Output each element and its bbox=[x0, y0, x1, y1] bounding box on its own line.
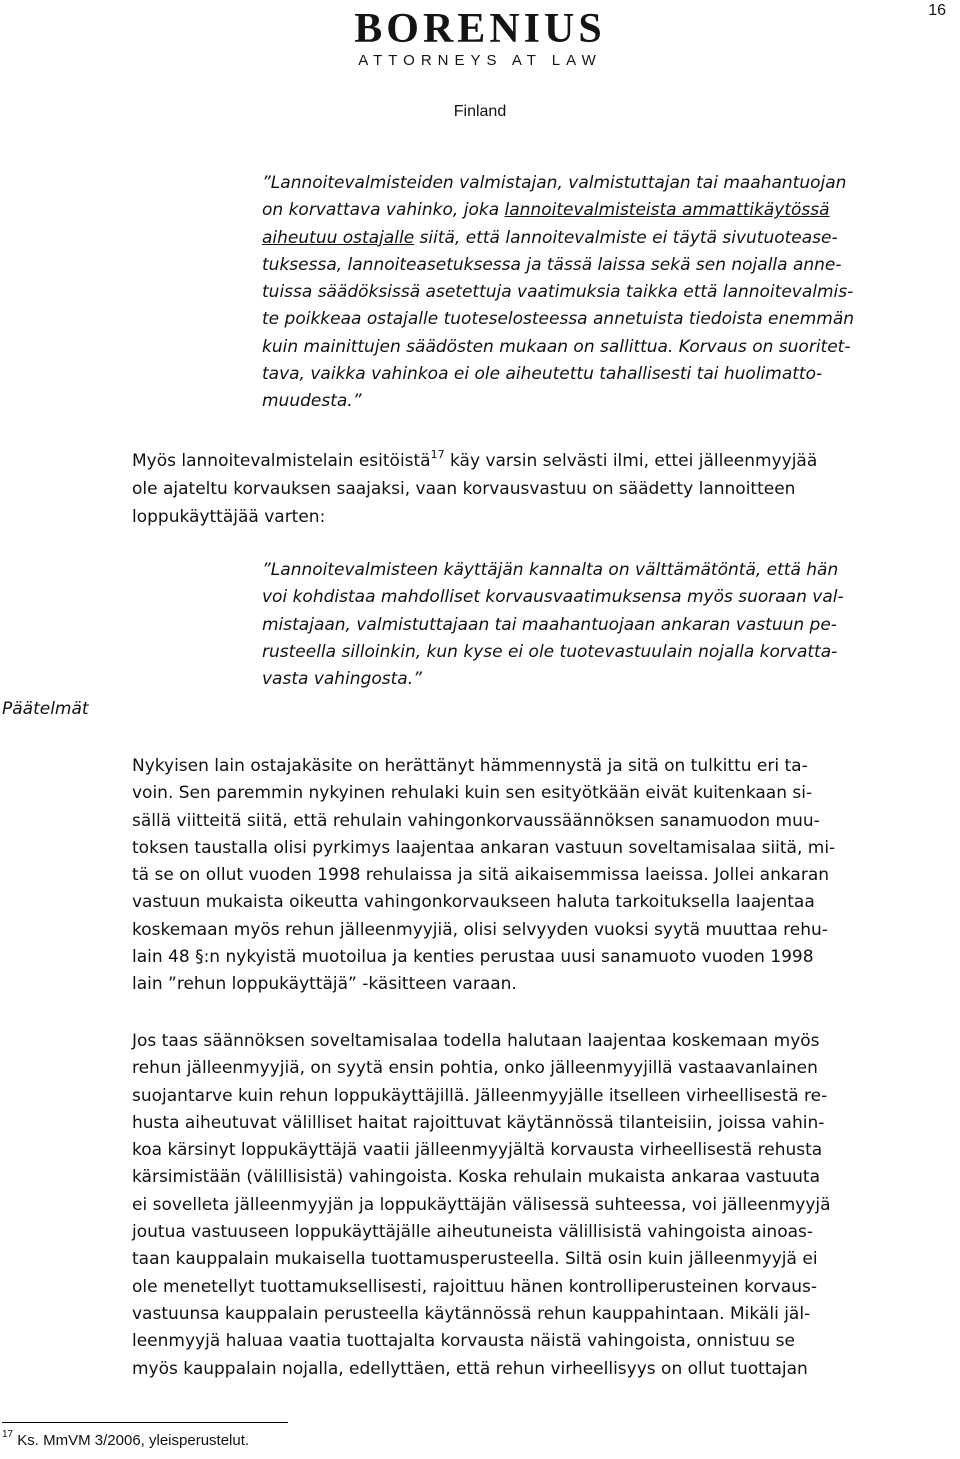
paragraph-line: sällä viitteitä siitä, että rehulain vahingonkorvaussäännöksen sanamuodon muu- bbox=[132, 810, 820, 831]
paragraph-line: ole menetellyt tuottamuksellisesti, rajoittuu hänen kontrolliperusteinen korvaus- bbox=[132, 1276, 817, 1297]
paragraph-1 bbox=[132, 448, 817, 531]
paragraph-line: vastuun mukaista oikeutta vahingonkorvaukseen haluta tarkoituksella laajentaa bbox=[132, 892, 815, 913]
footnote-17 bbox=[2, 1429, 250, 1449]
footnote-marker: 17 bbox=[2, 1429, 14, 1440]
paragraph-line: suojantarve kuin rehun loppukäyttäjillä. Jälleenmyyjälle itselleen virheellisestä re- bbox=[132, 1085, 828, 1106]
footnote-text: Ks. MmVM 3/2006, yleisperustelut. bbox=[13, 1432, 250, 1449]
paragraph-line: ei sovelleta jälleenmyyjän ja loppukäyttäjän välisessä suhteessa, voi jälleenmyyjä bbox=[132, 1194, 831, 1215]
quote-line bbox=[262, 197, 854, 224]
quote-block-1 bbox=[262, 170, 854, 416]
paragraph-line: joutua vastuuseen loppukäyttäjälle aiheutuneista välillisistä vahingoista ainoas- bbox=[132, 1222, 814, 1243]
header-country: Finland bbox=[453, 103, 507, 120]
quote-line: tuksessa, lannoiteasetuksessa ja tässä laissa sekä sen nojalla anne- bbox=[262, 254, 842, 275]
quote-text: siitä, että lannoitevalmiste ei täytä sivutuotease- bbox=[414, 227, 838, 248]
paragraph-line: Nykyisen lain ostajakäsite on herättänyt hämmennystä ja sitä on tulkittu eri ta- bbox=[132, 756, 808, 776]
paragraph-line: toksen taustalla olisi pyrkimys laajentaa ankaran vastuun soveltamisalaa siitä, mi- bbox=[132, 837, 836, 858]
borenius-logo bbox=[0, 6, 960, 70]
paragraph-2 bbox=[132, 753, 835, 999]
quote-line: vasta vahingosta.” bbox=[262, 669, 422, 690]
quote-line: muudesta.” bbox=[262, 391, 362, 412]
paragraph-line: leenmyyjä haluaa vaatia tuottajalta korvausta näistä vahingoista, onnistuu se bbox=[132, 1331, 795, 1352]
paragraph-line: husta aiheutuvat välilliset haitat rajoittuvat käytännössä tilanteisiin, joissa vahin- bbox=[132, 1112, 825, 1133]
paragraph-line: tä se on ollut vuoden 1998 rehulaissa ja sitä aikaisemmissa laeissa. Jollei ankaran bbox=[132, 865, 830, 886]
logo-tagline: ATTORNEYS AT LAW bbox=[358, 52, 602, 69]
underlined-text: lannoitevalmisteista ammattikäytössä bbox=[504, 200, 830, 221]
paragraph-line: myös kauppalain nojalla, edellyttäen, että rehun virheellisyys on ollut tuottajan bbox=[132, 1358, 808, 1379]
footnote-reference: 17 bbox=[430, 448, 445, 461]
paragraph-line: kärsimistään (välillisistä) vahingoista. Koska rehulain mukaista ankaraa vastuuta bbox=[132, 1167, 821, 1188]
quote-text: on korvattava vahinko, joka bbox=[262, 200, 505, 221]
paragraph-line: lain ”rehun loppukäyttäjä” -käsitteen varaan. bbox=[132, 974, 517, 995]
paragraph-line: koa kärsinyt loppukäyttäjä vaatii jälleenmyyjältä korvausta virheellisestä rehusta bbox=[132, 1140, 823, 1161]
logo-wordmark: BORENIUS bbox=[354, 6, 606, 52]
quote-line: kuin mainittujen säädösten mukaan on sallittua. Korvaus on suoritet- bbox=[262, 336, 851, 357]
underlined-text: aiheutuu ostajalle bbox=[262, 227, 415, 248]
paragraph-text: käy varsin selvästi ilmi, ettei jälleenmyyjää bbox=[444, 451, 818, 471]
quote-line: tuissa säädöksissä asetettuja vaatimuksia taikka että lannoitevalmis- bbox=[262, 282, 854, 303]
paragraph-line: ole ajateltu korvauksen saajaksi, vaan korvausvastuu on säädetty lannoitteen bbox=[132, 479, 796, 500]
quote-block-2 bbox=[262, 557, 844, 693]
footnote-separator bbox=[2, 1422, 288, 1423]
quote-line: tava, vaikka vahinkoa ei ole aiheutettu tahallisesti tai huolimatto- bbox=[262, 364, 823, 385]
paragraph-line: loppukäyttäjää varten: bbox=[132, 506, 326, 527]
paragraph-line: rehun jälleenmyyjiä, on syytä ensin pohtia, onko jälleenmyyjillä vastaavanlainen bbox=[132, 1058, 818, 1079]
paragraph-line bbox=[132, 448, 817, 476]
quote-line: te poikkeaa ostajalle tuoteselosteessa annetuista tiedoista enemmän bbox=[262, 309, 855, 330]
paragraph-text: Myös lannoitevalmistelain esitöistä bbox=[132, 451, 431, 471]
page-number: 16 bbox=[928, 2, 946, 19]
quote-line: voi kohdistaa mahdolliset korvausvaatimuksensa myös suoraan val- bbox=[262, 587, 844, 608]
quote-line bbox=[262, 225, 854, 252]
paragraph-line: Jos taas säännöksen soveltamisalaa todella halutaan laajentaa koskemaan myös bbox=[132, 1031, 820, 1051]
quote-line: rusteella silloinkin, kun kyse ei ole tuotevastuulain nojalla korvatta- bbox=[262, 641, 838, 662]
quote-line: ”Lannoitevalmisteen käyttäjän kannalta on välttämätöntä, että hän bbox=[262, 560, 839, 580]
paragraph-line: koskemaan myös rehun jälleenmyyjiä, olisi selvyyden vuoksi syytä muuttaa rehu- bbox=[132, 919, 828, 940]
paragraph-line: vastuunsa kauppalain perusteella käytännössä rehun kauppahintaan. Mikäli jäl- bbox=[132, 1303, 811, 1324]
paragraph-line: voin. Sen paremmin nykyinen rehulaki kuin sen esityötkään eivät kuitenkaan si- bbox=[132, 783, 813, 804]
quote-line: ”Lannoitevalmisteiden valmistajan, valmistuttajan tai maahantuojan bbox=[262, 173, 847, 193]
paragraph-line: lain 48 §:n nykyistä muotoilua ja kenties perustaa uusi sanamuoto vuoden 1998 bbox=[132, 947, 814, 968]
quote-line: mistajaan, valmistuttajaan tai maahantuojaan ankaran vastuun pe- bbox=[262, 614, 837, 635]
side-heading-conclusions: Päätelmät bbox=[2, 699, 89, 719]
paragraph-line: taan kauppalain mukaisella tuottamusperusteella. Siltä osin kuin jälleenmyyjä ei bbox=[132, 1249, 818, 1270]
paragraph-3 bbox=[132, 1028, 831, 1383]
